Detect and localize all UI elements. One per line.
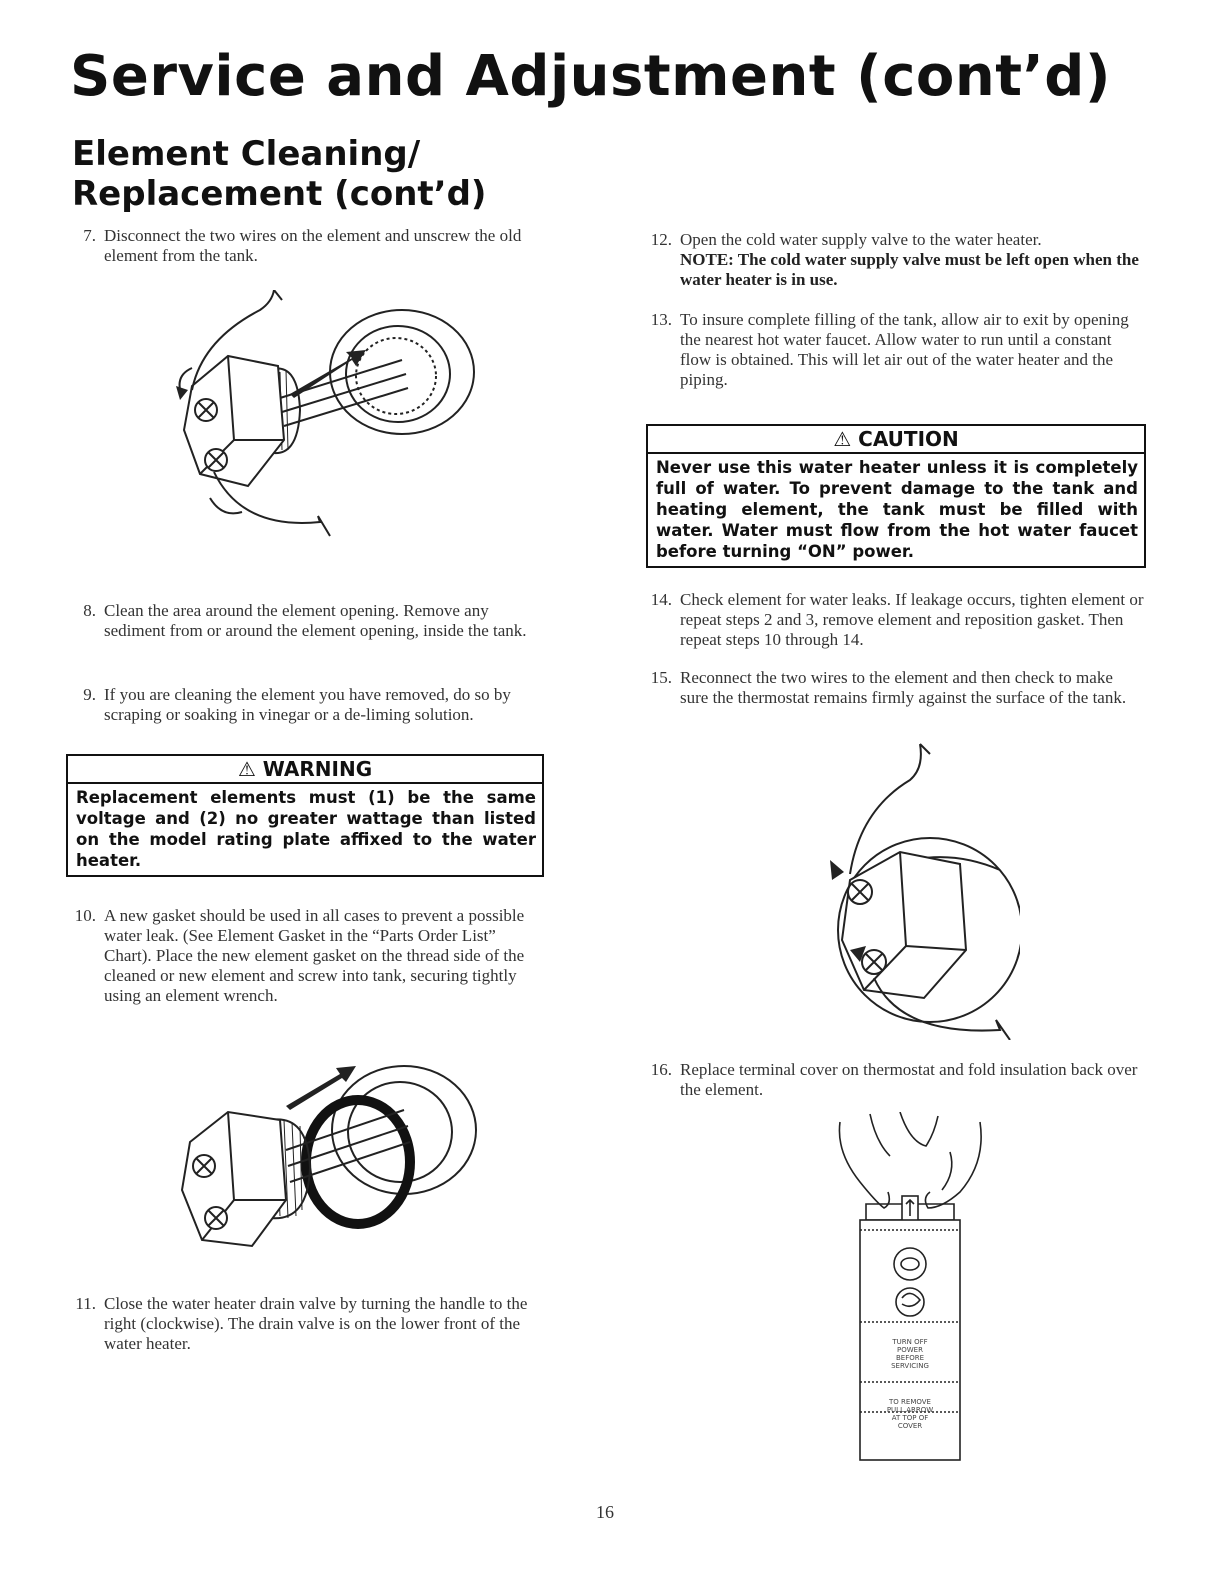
step-12-text: Open the cold water supply valve to the water heater.	[680, 230, 1042, 249]
warning-box	[66, 754, 544, 877]
cover-label-line: BEFORE	[895, 1354, 925, 1362]
wire-reconnect-illustration	[820, 740, 1020, 1040]
cover-label-line: SERVICING	[891, 1362, 929, 1370]
step-number: 12.	[650, 230, 672, 249]
subtitle-line-2: Replacement (cont’d)	[72, 174, 487, 214]
step-8	[70, 601, 546, 641]
cover-label-line: AT TOP OF	[891, 1414, 929, 1422]
terminal-cover-illustration	[830, 1112, 990, 1467]
cover-label-line: TO REMOVE	[889, 1398, 931, 1406]
step-14	[646, 590, 1144, 650]
step-text: Disconnect the two wires on the element and unscrew the old element from the tank.	[104, 226, 522, 265]
step-text: Clean the area around the element opening. Remove any sediment from or around the element opening, inside the tank.	[104, 601, 527, 640]
cover-label-line: TURN OFF	[892, 1338, 928, 1346]
caution-heading	[648, 426, 1144, 454]
step-number: 16.	[650, 1060, 672, 1079]
step-text: A new gasket should be used in all cases to prevent a possible water leak. (See Element Gasket in the “Parts Order List” Chart). Place the new element gasket on the thread side of the cleaned or new element and screw into tank, securing tightly using an element wrench.	[104, 906, 525, 1005]
caution-box	[646, 424, 1146, 568]
step-15	[646, 668, 1144, 708]
caution-heading-text: CAUTION	[858, 427, 959, 451]
warning-heading-text: WARNING	[262, 757, 373, 781]
step-text: To insure complete filling of the tank, allow air to exit by opening the nearest hot water faucet. Allow water to run until a constant flow is obtained. This will let air out of the water heater and the piping.	[680, 310, 1129, 389]
step-number: 7.	[83, 226, 96, 245]
element-removal-illustration	[170, 290, 490, 550]
step-7	[70, 226, 546, 266]
step-12	[646, 230, 1144, 290]
step-13	[646, 310, 1144, 390]
warning-text: Replacement elements must (1) be the same voltage and (2) no greater wattage than listed on the model rating plate affixed to the water heater.	[76, 788, 536, 870]
step-10	[70, 906, 546, 1006]
cover-label-line: POWER	[897, 1346, 923, 1354]
element-install-illustration	[168, 1050, 488, 1285]
step-number: 14.	[650, 590, 672, 609]
step-number: 15.	[650, 668, 672, 687]
cover-label-line: PULL ARROW	[886, 1406, 934, 1414]
cover-label-remove	[860, 1398, 960, 1430]
page-number: 16	[596, 1502, 614, 1522]
step-text: Reconnect the two wires to the element and then check to make sure the thermostat remains firmly against the surface of the tank.	[680, 668, 1127, 707]
warning-triangle-icon: ⚠	[237, 757, 256, 781]
step-number: 8.	[83, 601, 96, 620]
caution-text: Never use this water heater unless it is completely full of water. To prevent damage to the tank and heating element, the tank must be filled with water. Water must flow from the hot water faucet before turning “ON” power.	[656, 458, 1138, 561]
step-12-note: NOTE: The cold water supply valve must be left open when the water heater is in use.	[680, 250, 1139, 289]
section-subtitle	[72, 134, 486, 214]
step-number: 9.	[83, 685, 96, 704]
cover-label-line: COVER	[897, 1422, 923, 1430]
subtitle-line-1: Element Cleaning/	[72, 134, 421, 174]
step-text	[680, 230, 1144, 290]
step-text: Replace terminal cover on thermostat and fold insulation back over the element.	[680, 1060, 1138, 1099]
step-number: 13.	[650, 310, 672, 329]
warning-heading	[68, 756, 542, 784]
step-number: 11.	[75, 1294, 96, 1313]
step-text: If you are cleaning the element you have removed, do so by scraping or soaking in vinegar or a de-liming solution.	[104, 685, 511, 724]
step-text: Check element for water leaks. If leakage occurs, tighten element or repeat steps 2 and 3, remove element and reposition gasket. Then repeat steps 10 through 14.	[680, 590, 1144, 649]
step-9	[70, 685, 546, 725]
step-text: Close the water heater drain valve by turning the handle to the right (clockwise). The drain valve is on the lower front of the water heater.	[104, 1294, 528, 1353]
step-11	[70, 1294, 546, 1354]
cover-label-power	[860, 1338, 960, 1370]
page-title: Service and Adjustment (cont’d)	[70, 44, 1111, 109]
step-number: 10.	[74, 906, 96, 925]
step-16	[646, 1060, 1144, 1100]
warning-triangle-icon: ⚠	[833, 427, 852, 451]
